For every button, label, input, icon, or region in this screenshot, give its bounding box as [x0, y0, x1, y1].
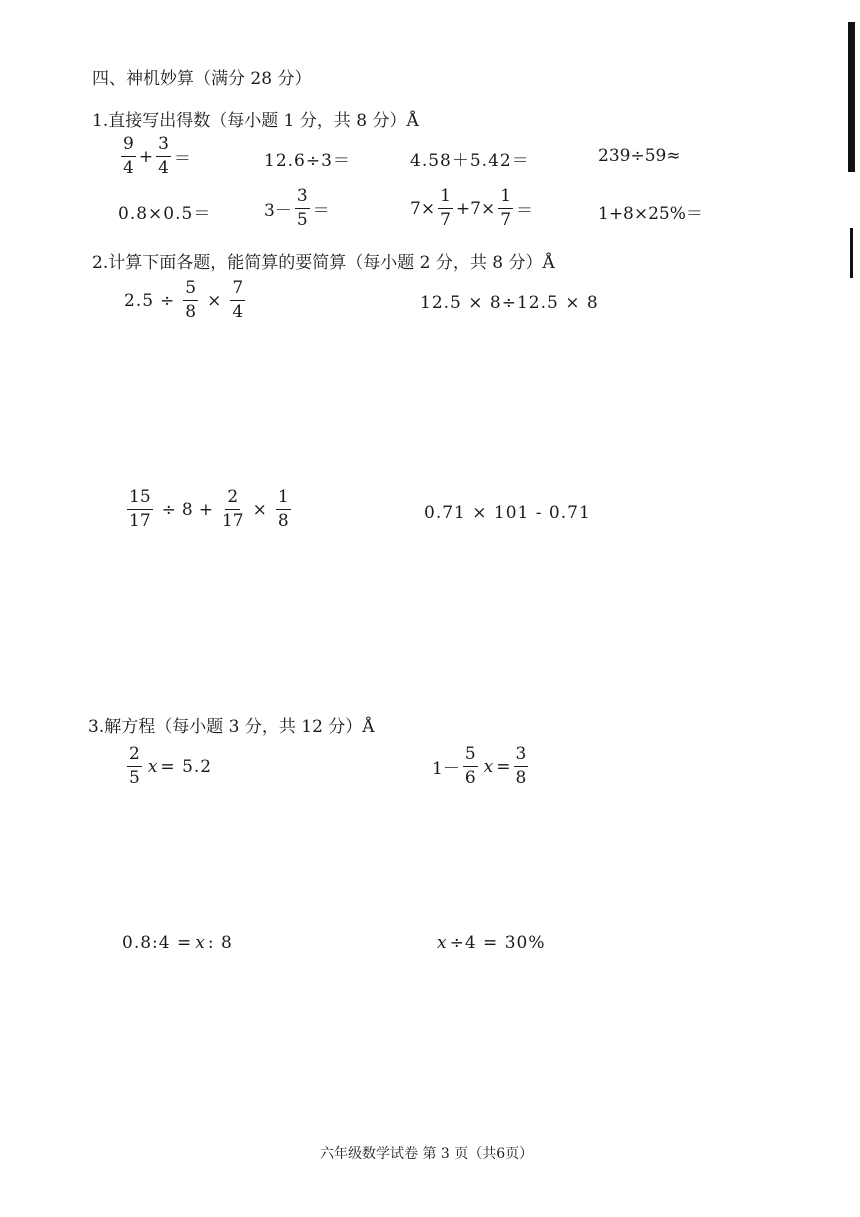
part1-item-6: 3－ $\frac{3}{5}$ ＝ [264, 186, 330, 230]
part1-item-1: $\frac{9}{4}$ + $\frac{3}{4}$ ＝ [123, 134, 191, 178]
part2-title: 2.计算下面各题，能简算的要简算（每小题 2 分，共 8 分）Å [92, 253, 555, 273]
part3-equation-2: 1－ $\frac{5}{6}$ x = $\frac{3}{8}$ [432, 744, 527, 788]
part1-title: 1.直接写出得数（每小题 1 分，共 8 分）Å [92, 111, 419, 131]
page-footer: 六年级数学试卷 第 3 页（共6页） [320, 1146, 534, 1162]
part1-item-4: 239÷59≈ [598, 146, 681, 166]
part3-equation-4: x ÷4 = 30% [437, 933, 546, 953]
part1-item-8: 1+8×25%＝ [598, 204, 703, 224]
part2-question-4: 0.71 × 101 - 0.71 [424, 503, 591, 523]
part1-item-3: 4.58＋5.42＝ [410, 151, 530, 171]
part2-question-2: 12.5 × 8÷12.5 × 8 [420, 293, 599, 313]
part2-question-1: 2.5 ÷ $\frac{5}{8}$ × $\frac{7}{4}$ [124, 278, 244, 322]
part1-item-5: 0.8×0.5＝ [118, 204, 212, 224]
part1-item-7: 7× $\frac{1}{7}$ +7× $\frac{1}{7}$ ＝ [410, 186, 534, 230]
part1-item-2: 12.6÷3＝ [264, 151, 351, 171]
scan-edge-mark-top [848, 22, 855, 172]
part2-question-3: $\frac{15}{17}$ ÷ 8 + $\frac{2}{17}$ × $\frac{1}{8}$ [129, 487, 289, 531]
part3-equation-1: $\frac{2}{5}$ x = 5.2 [129, 744, 213, 788]
scan-edge-mark-bottom [850, 228, 853, 278]
section-title: 四、神机妙算（满分 28 分） [92, 69, 312, 89]
part3-equation-3: 0.8:4 = x : 8 [122, 933, 233, 953]
part3-title: 3.解方程（每小题 3 分，共 12 分）Å [88, 717, 375, 737]
